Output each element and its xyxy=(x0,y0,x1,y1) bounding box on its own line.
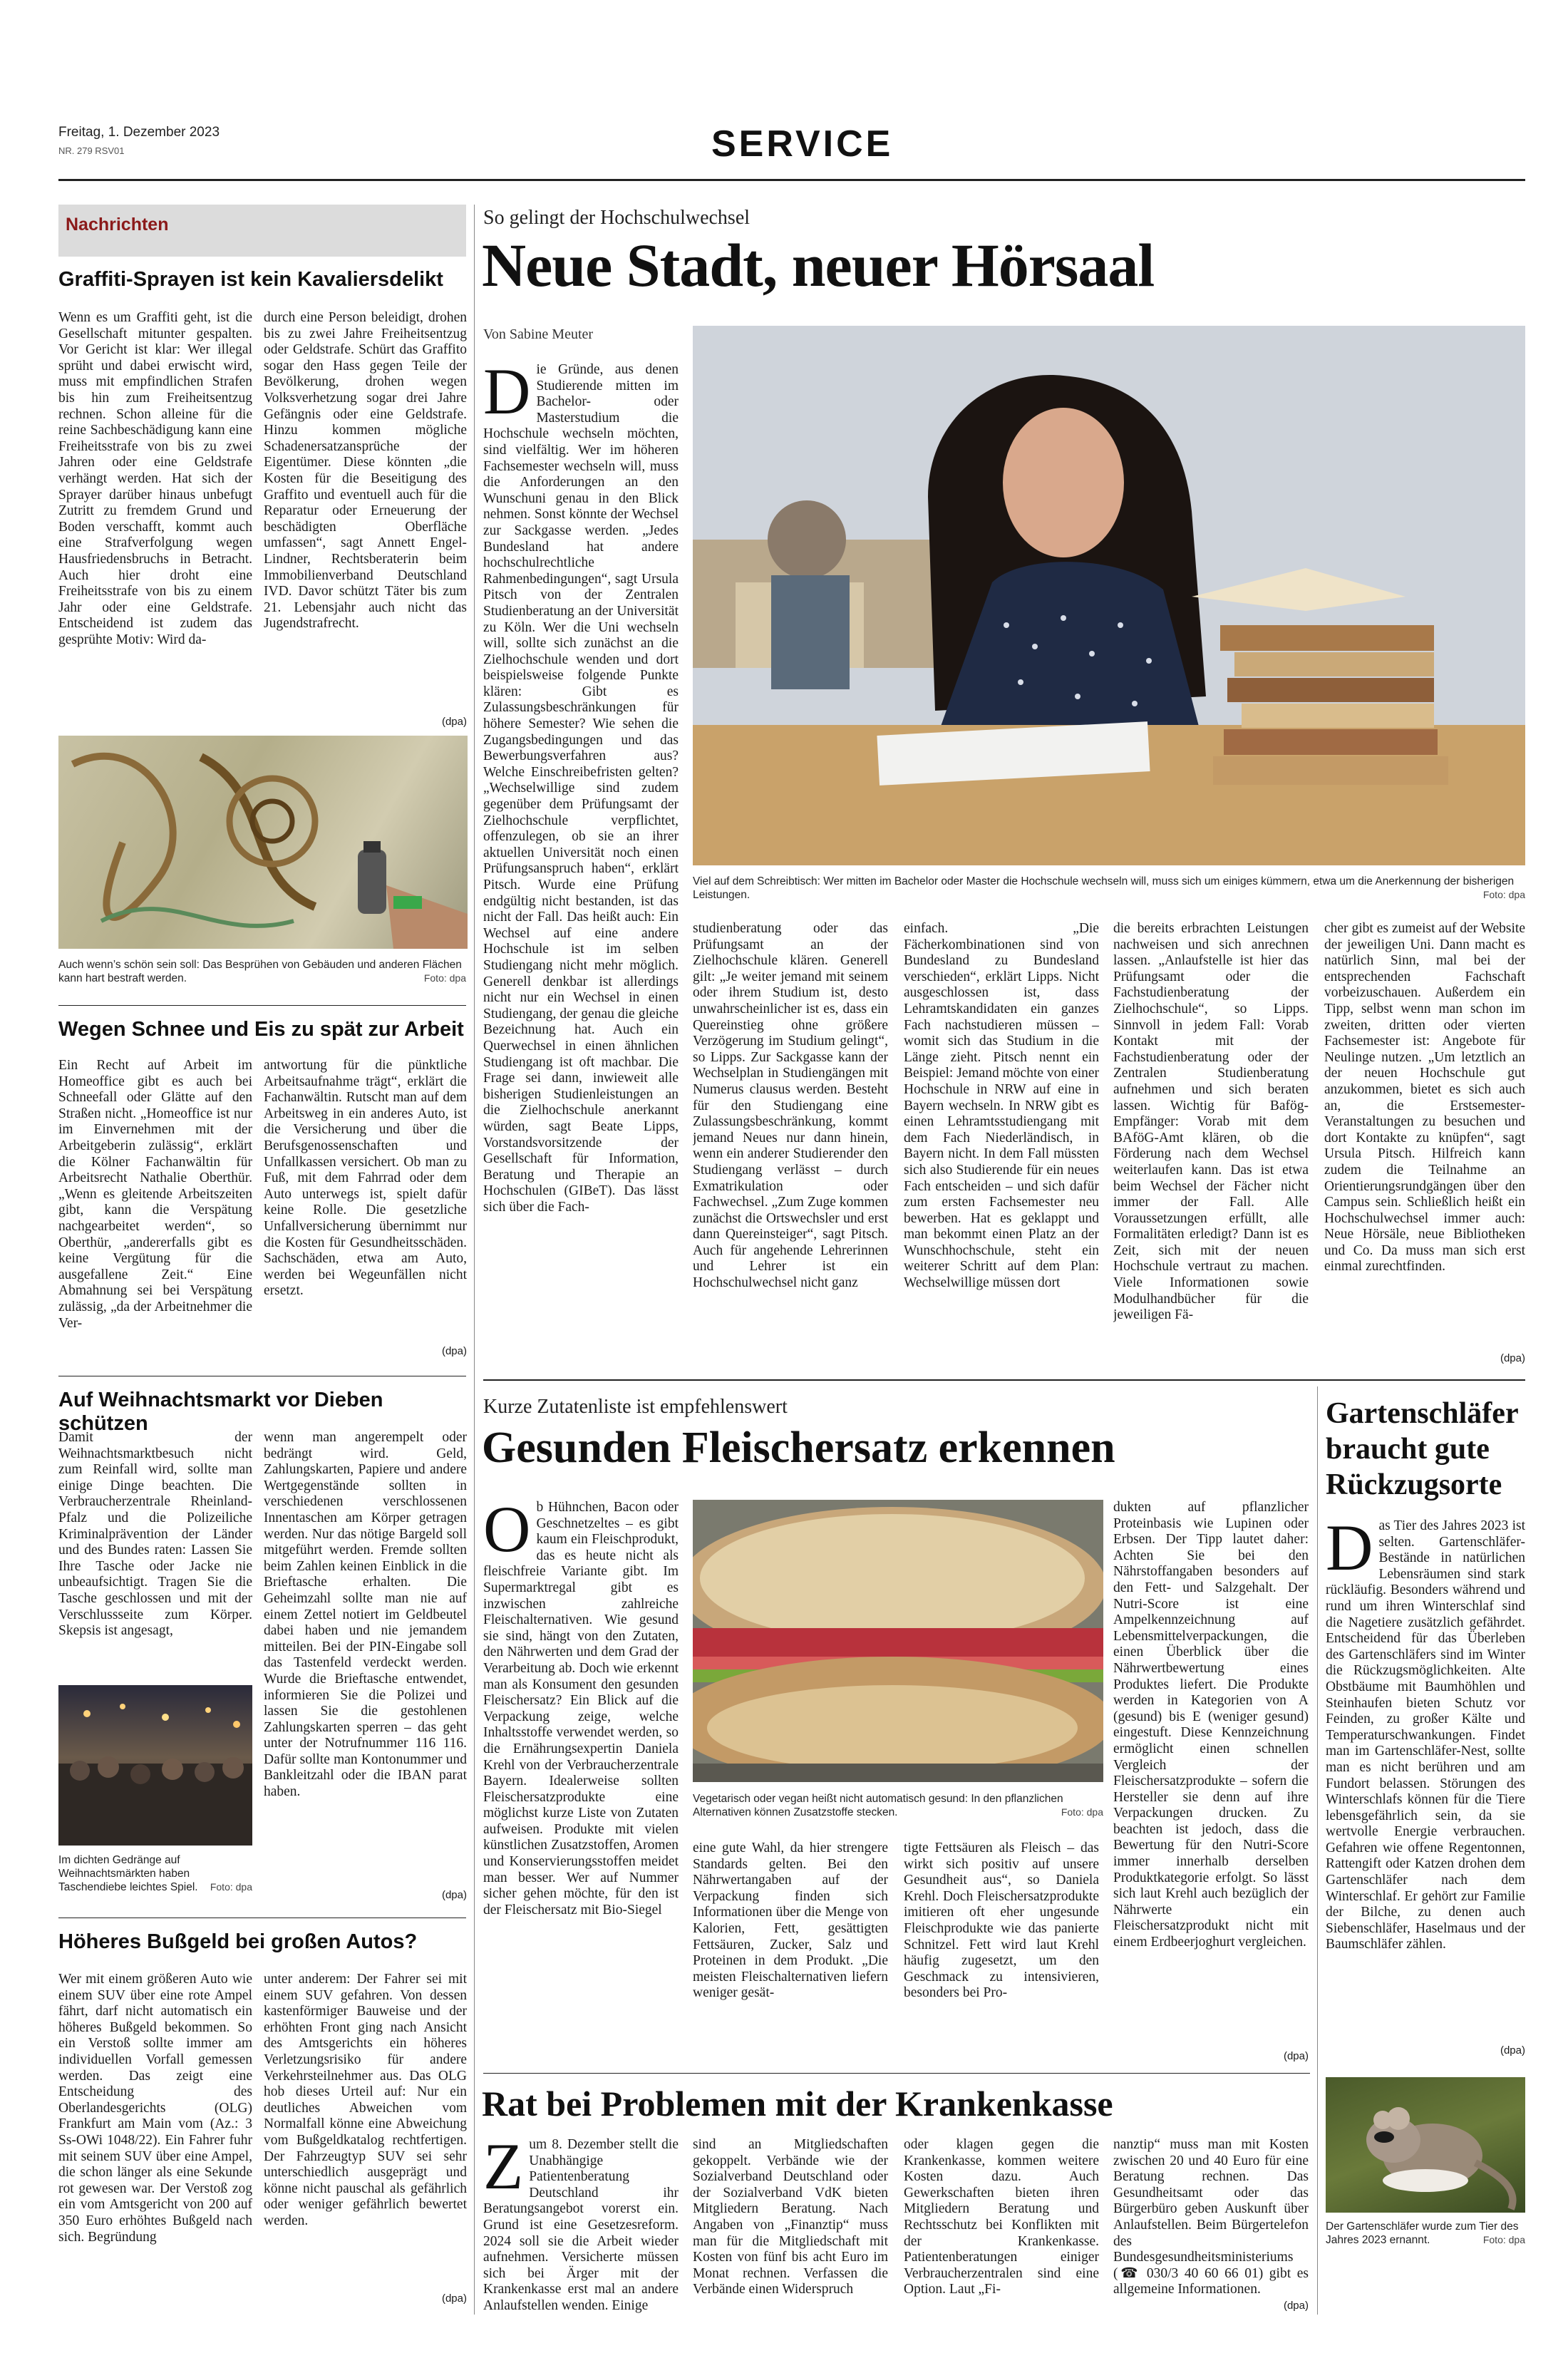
fleisch-source: (dpa) xyxy=(1283,2050,1309,2062)
fleisch-col4: dukten auf pflanzlicher Proteinbasis wie Lupinen oder Erbsen. Der Tipp lautet daher: Achten Sie bei den Nährstoffangaben besonders auf den Fett- und Salzgehalt. Der Nutri-Score ist eine Ampelkennzeichnung auf Lebensmittelverpackungen, die einen Überblick über die Nährwertbewertung eines Produktes liefert. Die Produkte werden in Kategorien von A (gesund) bis E (weniger gesund) eingestuft. Diese Kennzeichnung ermöglicht einen schnellen Vergleich der Fleischersatzprodukte – sofern die Hersteller sie denn auf ihre Verpackungen drucken. Zu beachten ist jedoch, dass die Bewertung für den Nutri-Score immer innerhalb derselben Produktkategorie erfolgt. So lässt sich laut Krehl auch bezüglich der Nährwerte ein Fleischersatzprodukt nicht mit einem Erdbeerjoghurt vergleichen. xyxy=(1113,1500,1309,1950)
nachrichten-label-bar xyxy=(58,205,466,257)
schnee-col2: antwortung für die pünktliche Arbeitsaufnahme trägt“, erklärt die Fachanwältin. Rutscht man auf dem Arbeitsweg in ein anderes Auto, ist die Versicherung und über die Berufsgenossenschaften und Unfallkassen versichert. Ob man zu Fuß, mit dem Fahrrad oder dem Auto unterwegs ist, spielt dafür keine Rolle. Die gesetzliche Unfallversicherung übernimmt nur die Kosten für Gesundheitsschäden. Sachschäden, etwa am Auto, werden bei Wegeunfällen nicht ersetzt. xyxy=(264,1058,467,1299)
section-title: SERVICE xyxy=(711,123,894,165)
kasse-title: Rat bei Problemen mit der Krankenkasse xyxy=(482,2084,1113,2124)
schnee-title: Wegen Schnee und Eis zu spät zur Arbeit xyxy=(58,1018,464,1041)
lead-col2: studienberatung oder das Prüfungsamt an der Zielhochschule klären. Generell gilt: „Je weiter jemand mit seinem oder ihrem Studium ist, desto unwahrscheinlicher ist es, dass ein Quereinstieg ohne größere Verzögerung im Studium gelingt“, so Lipps. Zur Sackgasse kann der Wechselplan in Studiengängen mit Numerus clausus werden. Besteht für den Studiengang eine Zulassungsbeschränkung, kommt jemand Neues nur dann hinein, wenn ein anderer Studierender den Studiengang verlässt – durch Exmatrikulation oder Fachwechsel. „Zum Zuge kommen zunächst die Ortswechsler und erst dann Quereinsteiger“, sagt Pitsch. Auch für angehende Lehrerinnen und Lehrer ist ein Hochschulwechsel nicht ganz xyxy=(693,921,888,1291)
lead-byline: Von Sabine Meuter xyxy=(483,326,594,342)
fleisch-photo xyxy=(693,1500,1103,1782)
section-rule xyxy=(483,1379,1525,1381)
kasse-col3: oder klagen gegen die Krankenkasse, kommen weitere Kosten dazu. Auch Gewerkschaften bieten ihren Mitgliedern Beratung und Rechtsschutz bei Konflikten mit der Krankenkasse. Patientenberatungen einiger Verbraucherzentralen sind eine Option. Laut „Fi- xyxy=(904,2137,1099,2297)
bussgeld-col2: unter anderem: Der Fahrer sei mit einem SUV gefahren. Von dessen kastenförmiger Bauweise und der erhöhten Front ging nach Ansicht des Amtsgerichts ein höheres Verletzungsrisiko für andere Verkehrsteilnehmer aus. Das OLG hob dieses Urteil auf: Nur ein deutliches Abweichen vom Normalfall könne eine Abweichung vom Bußgeldkatalog rechtfertigen. Der Fahrzeugtyp SUV sei sehr unterschiedlich ausgeprägt und könne nicht pauschal als gefährlich oder weniger gefährlich bewertet werden. xyxy=(264,1972,467,2228)
kasse-col2: sind an Mitgliedschaften gekoppelt. Verbände wie der Sozialverband Deutschland oder der Sozialverband VdK bieten Mitgliedern Beratung. Nach Angaben von „Finanztip“ muss man für die Mitgliedschaft mit Kosten von fünf bis acht Euro im Monat rechnen. Verfassen die Verbände einen Widerspruch xyxy=(693,2137,888,2297)
weihnacht-title: Auf Weihnachtsmarkt vor Dieben schützen xyxy=(58,1389,383,1435)
lead-photo xyxy=(693,326,1525,865)
lead-title: Neue Stadt, neuer Hörsaal xyxy=(482,231,1155,299)
weihnacht-caption: Im dichten Gedränge auf Weihnachtsmärkten haben Taschendiebe leichtes Spiel. xyxy=(58,1854,198,1893)
lead-dropcap: D xyxy=(483,362,531,428)
column-divider xyxy=(474,205,475,2315)
garten-caption: Der Gartenschläfer wurde zum Tier des Jahres 2023 ernannt. xyxy=(1326,2220,1519,2246)
graffiti-credit: Foto: dpa xyxy=(423,972,466,984)
lead-kicker: So gelingt der Hochschulwechsel xyxy=(483,207,751,229)
schnee-col1: Ein Recht auf Arbeit im Homeoffice gibt es auch bei Schneefall oder Glätte auf den Straßen nicht. „Homeoffice ist nur im Einvernehmen mit der Arbeitgeberin zulässig“, erklärt die Kölner Fachanwältin für Arbeitsrecht Nathalie Oberthür. „Wenn es gleitende Arbeitszeiten gibt, kann die Verspätung nachgearbeitet werden“, so Oberthür, „andererfalls gibt es keine Vergütung für die ausgefallene Zeit.“ Eine Abmahnung sei bei Verspätung zulässig, „da der Arbeitnehmer die Ver- xyxy=(58,1058,252,1331)
fleisch-dropcap: O xyxy=(483,1500,531,1565)
dormouse-illustration xyxy=(1326,2077,1525,2213)
fleisch-caption: Vegetarisch oder vegan heißt nicht automatisch gesund: In den pflanzlichen Alternativen können Zusatzstoffe stecken. xyxy=(693,1793,1063,1818)
bussgeld-title: Höheres Bußgeld bei großen Autos? xyxy=(58,1930,418,1953)
sandwich-illustration xyxy=(693,1500,1103,1782)
weihnacht-source: (dpa) xyxy=(441,1889,467,1901)
fleisch-credit: Foto: dpa xyxy=(1061,1806,1103,1818)
fleisch-caption-block xyxy=(693,1792,1103,1819)
crowd-illustration xyxy=(58,1685,252,1846)
nachrichten-label: Nachrichten xyxy=(66,215,169,235)
fleisch-col3: tigte Fettsäuren als Fleisch – das wirkt sich positiv auf unsere Gesundheit aus“, so Daniela Krehl. Doch Fleischersatzprodukte imitieren oft eher ungesunde Fleischprodukte wie das panierte Schnitzel. Fett wird laut Krehl häufig zugesetzt, um den Geschmack zu intensivieren, besonders bei Pro- xyxy=(904,1841,1099,2001)
graffiti-source: (dpa) xyxy=(441,716,467,728)
bussgeld-source: (dpa) xyxy=(441,2292,467,2305)
garten-caption-block xyxy=(1326,2220,1525,2247)
kasse-source: (dpa) xyxy=(1283,2300,1309,2312)
lead-credit: Foto: dpa xyxy=(1482,889,1525,900)
lead-source: (dpa) xyxy=(1500,1352,1525,1364)
student-illustration xyxy=(693,326,1525,865)
header-edition: NR. 279 RSV01 xyxy=(58,145,125,156)
graffiti-illustration xyxy=(58,736,468,949)
lead-caption-block xyxy=(693,875,1525,902)
divider xyxy=(58,1005,466,1006)
header-date: Freitag, 1. Dezember 2023 xyxy=(58,125,220,140)
divider xyxy=(483,2073,1310,2074)
fleisch-col2: eine gute Wahl, da hier strengere Standards gelten. Bei den Nährwertangaben auf der Verpackung finden sich Informationen über die Menge von Kalorien, Fett, gesättigten Fettsäuren, Zucker, Salz und Proteinen in dem Produkt. „Die meisten Fleischalternativen liefern weniger gesät- xyxy=(693,1841,888,2001)
lead-col1 xyxy=(483,362,679,1367)
fleisch-kicker: Kurze Zutatenliste ist empfehlenswert xyxy=(483,1396,788,1418)
header-rule xyxy=(58,179,1525,181)
kasse-dropcap: Z xyxy=(483,2137,524,2203)
weihnacht-credit: Foto: dpa xyxy=(210,1881,252,1893)
fleisch-title: Gesunden Fleischersatz erkennen xyxy=(482,1424,1115,1472)
garten-dropcap: D xyxy=(1326,1518,1373,1584)
lead-col3: einfach. „Die Fächerkombinationen sind von Bundesland zu Bundesland verschieden“, erklärt Lipps. Nicht ausgeschlossen ist, dass Lehramtskandidaten ein ganzes Fach nachstudieren müssen – womit sich das Studium in die Länge zieht. Pitsch nennt ein Beispiel: Jemand möchte von einer Hochschule in NRW auf eine in Bayern wechseln. In NRW gibt es einen Lehramtsstudiengang mit dem Fach Niederländisch, in Bayern nicht. In dem Fall müssten sich also Studierende für ein neues Fach entscheiden – und sich dafür zum ersten Fachsemester neu bewerben. Hat es geklappt und man bekommt einen Platz an der Wunschhochschule, steht ein weiterer Schritt auf dem Plan: Wechselwillige müssen dort xyxy=(904,921,1099,1291)
fleisch-col1-text: b Hühnchen, Bacon oder Geschnetzeltes – es gibt kaum ein Fleischprodukt, das es heute nicht als fleischfreie Variante gibt. Im Supermarktregal gibt es inzwischen zahlreiche Fleischalternativen. Wie gesund sie sind, hängt von den Zutaten, den Nährwerten und dem Grad der Verarbeitung ab. Doch wie erkennt man als Konsument den gesunden Fleischersatz? Ein Blick auf die Verpackung zeige, welche Inhaltsstoffe verwendet werden, so die Ernährungsexpertin Daniela Krehl von der Verbraucherzentrale Bayern. Idealerweise sollten Fleischersatzprodukte eine möglichst kurze Liste von Zutaten aufweisen. Produkte mit vielen künstlichen Zusatzstoffen, Aromen und Konservierungsstoffen meidet man besser. Wer auf Nummer sicher gehen möchte, für den ist der Fleischersatz mit Bio-Siegel xyxy=(483,1500,679,1918)
lead-caption: Viel auf dem Schreibtisch: Wer mitten im Bachelor oder Master die Hochschule wechseln will, muss sich um einiges kümmern, etwa um die Anerkennung der bisherigen Leistungen. xyxy=(693,875,1515,901)
lead-col5: cher gibt es zumeist auf der Website der jeweiligen Uni. Dann macht es natürlich Sinn, mal bei der entsprechenden Fachschaft vorbeizuschauen. Außerdem ein Tipp, selbst wenn man schon im zweiten, dritten oder vierten Fachsemester ist: Angebote für Neulinge nutzen. „Um letztlich an der neuen Hochschule gut anzukommen, bietet es sich auch an, die Erstsemester-Veranstaltungen zu besuchen und dort Kontakte zu knüpfen“, sagt Ursula Pitsch. Hilfreich kann zudem die Teilnahme an Orientierungsrundgängen über den Campus sein. Schließlich heißt ein Hochschulwechsel immer auch: Neue Hörsäle, neue Bibliotheken und Co. Da muss man sich erst einmal zurechtfinden. xyxy=(1324,921,1525,1275)
graffiti-caption-block xyxy=(58,958,466,985)
garten-title: Gartenschläfer braucht gute Rückzugsorte xyxy=(1326,1397,1518,1501)
column-divider xyxy=(1317,1386,1318,2315)
graffiti-caption: Auch wenn’s schön sein soll: Das Besprühen von Gebäuden und anderen Flächen kann hart bestraft werden. xyxy=(58,959,462,984)
graffiti-col1: Wenn es um Graffiti geht, ist die Gesellschaft mitunter gespalten. Vor Gericht ist klar: Wer illegal sprüht und dabei erwischt wird, muss mit empfindlichen Strafen bis hin zum Freiheitsentzug rechnen. Schon alleine für die reine Sachbeschädigung kann eine Freiheitsstrafe von bis zu zwei Jahren oder eine Geldstrafe verhängt werden. Hat sich der Sprayer darüber hinaus unbefugt Zutritt zu fremdem Grund und Boden verschafft, kommt auch eine Strafverfolgung wegen Hausfriedensbruchs in Betracht. Auch hier droht eine Freiheitsstrafe von bis zu einem Jahr oder eine Geldstrafe. Entscheidend ist zudem das gesprühte Motiv: Wird da- xyxy=(58,310,252,647)
weihnacht-caption-block xyxy=(58,1853,252,1894)
kasse-col4: nanztip“ muss man mit Kosten zwischen 20 und 40 Euro für eine Beratung rechnen. Das Gesundheitsamt oder das Bürgerbüro geben Auskunft über Anlaufstellen. Beim Bürgertelefon des Bundesgesundheitsministeriums (☎ 030/3 40 60 66 01) gibt es allgemeine Informationen. xyxy=(1113,2137,1309,2297)
lead-col1-text: ie Gründe, aus denen Studierende mitten im Bachelor- oder Masterstudium die Hochschule wechseln möchten, sind vielfältig. Wer im höheren Fachsemester wechseln will, muss die Anforderungen an den Wunschuni genau in den Blick nehmen. Sonst könnte der Wechsel zur Sackgasse werden. „Jedes Bundesland hat andere hochschulrechtliche Rahmenbedingungen“, sagt Ursula Pitsch von der Zentralen Studienberatung an der Universität zu Köln. Wer die Uni wechseln will, sollte sich zunächst an die Zielhochschule wenden und dort beispielsweise folgende Punkte klären: Gibt es Zulassungsbeschränkungen für höhere Semester? Wie sehen die Zugangsbedingungen und das Bewerbungsverfahren aus? Welche Einschreibefristen gelten? „Wechselwillige sind zudem gegenüber dem Prüfungsamt der Zielhochschule verpflichtet, offenzulegen, ob sie an ihrer aktuellen Universität noch einen Prüfungsanspruch haben“, erklärt Pitsch. Wurde eine Prüfung endgültig nicht bestanden, ist das nicht der Fall. Das heißt auch: Ein Wechsel auf eine andere Hochschule ist im selben Studiengang nicht mehr möglich. Generell denkbar ist allerdings nicht nur ein Wechsel in einen Studiengang, der genau die gleiche Bezeichnung hat. Auch ein Querwechsel in einen ähnlichen Studiengang ist oft machbar. Die Frage sei dann, inwieweit alle bisherigen Studienleistungen an die Zielhochschule anerkannt würden, sagt Beate Lipps, Vorstandsvorsitzende der Gesellschaft für Information, Beratung und Therapie an Hochschulen (GIBeT). Das lässt sich über die Fach- xyxy=(483,362,679,1215)
schnee-source: (dpa) xyxy=(441,1345,467,1357)
lead-col4: die bereits erbrachten Leistungen nachweisen und sich anrechnen lassen. „Anlaufstelle ist hier das Prüfungsamt oder die Fachstudienberatung der Zielhochschule“, so Lipps. Sinnvoll in jedem Fall: Vorab Kontakt mit der Fachstudienberatung oder der Zentralen Studienberatung aufnehmen und sich beraten lassen. Wichtig für Bafög-Empfänger: Vorab mit dem BAföG-Amt klären, ob die Förderung nach dem Wechsel weiterlaufen kann. Das ist etwa beim Wechsel der Fächer nicht immer der Fall. Alle Voraussetzungen erfüllt, alle Formalitäten erledigt? Dann ist es Zeit, sich mit der neuen Hochschule vertraut zu machen. Viele Informationen sowie Modulhandbücher für die jeweiligen Fä- xyxy=(1113,921,1309,1323)
garten-text: as Tier des Jahres 2023 ist selten. Gartenschläfer-Bestände in natürlichen Lebensräumen sind stark rückläufig. Besonders während und rund um ihren Winterschlaf sind die Nagetiere zusätzlich gefährdet. Entscheidend für das Überleben des Gartenschläfers sind im Winter die Rückzugsmöglichkeiten. Alte Obstbäume mit Baumhöhlen und Steinhaufen bieten Schutz vor Feinden, zu großer Kälte und Temperaturschwankungen. Findet man im Gartenschläfer-Nest, sollte man es nicht berühren und am Fundort belassen. Störungen des Winterschlafs können für die Tiere lebensgefährlich sein, da sie wertvolle Energie verbrauchen. Gefahren wie offene Regentonnen, Rattengift oder Katzen drohen dem Gartenschläfer nach dem Winterschlaf. Er gehört zur Familie der Bilche, zu denen auch Siebenschläfer, Haselmaus und der Baumschläfer zählen. xyxy=(1326,1518,1525,1952)
garten-source: (dpa) xyxy=(1500,2044,1525,2057)
graffiti-col2: durch eine Person beleidigt, drohen bis zu zwei Jahre Freiheitsentzug oder Geldstrafe. Schürt das Graffito sogar den Hass gegen Teile der Bevölkerung, drohen wegen Volksverhetzung sogar drei Jahre Gefängnis oder eine Geldstrafe. Hinzu kommen mögliche Schadenersatzansprüche der Eigentümer. Diese könnten „die Kosten für die Beseitigung des Graffito und eventuell auch für die Reparatur oder Erneuerung der beschädigten Oberfläche umfassen“, sagt Annett Engel-Lindner, Rechtsberaterin beim Immobilienverband Deutschland IVD. Davor schützt Täter bis zum 21. Lebensjahr auch nicht das Jugendstrafrecht. xyxy=(264,310,467,632)
kasse-col1-text: um 8. Dezember stellt die Unabhängige Patientenberatung Deutschland ihr Beratungsangebot vorerst ein. Grund ist eine Gesetzesreform. 2024 soll sie die Arbeit wieder aufnehmen. Versicherte müssen sich bei Ärger mit der Krankenkasse erst mal an andere Anlaufstellen wenden. Einige xyxy=(483,2137,679,2313)
weihnacht-col1: Damit der Weihnachtsmarktbesuch nicht zum Reinfall wird, sollte man einige Dinge beachten. Die Verbraucherzentrale Rheinland-Pfalz und die Polizeiliche Kriminalprävention der Länder und des Bundes raten: Lassen Sie Ihre Tasche oder Jacke nie unbeaufsichtigt. Tragen Sie die Tasche geschlossen und mit der Verschlussseite zum Körper. Skepsis ist angesagt, xyxy=(58,1430,252,1639)
garten-text-block xyxy=(1326,1518,1525,2044)
graffiti-title: Graffiti-Sprayen ist kein Kavaliersdelikt xyxy=(58,268,443,291)
fleisch-col1 xyxy=(483,1500,679,2063)
garten-photo xyxy=(1326,2077,1525,2213)
weihnacht-photo xyxy=(58,1685,252,1846)
kasse-col1 xyxy=(483,2137,679,2325)
graffiti-photo xyxy=(58,736,468,949)
bussgeld-col1: Wer mit einem größeren Auto wie einem SUV über eine rote Ampel fährt, darf nicht automatisch ein höheres Bußgeld bekommen. So ein Verstoß sollte immer am individuellen Vorfall gemessen werden. Das zeigt eine Entscheidung des Oberlandesgerichts (OLG) Frankfurt am Main vom (Az.: 3 Ss-OWi 1048/22). Ein Fahrer fuhr mit seinem SUV über eine Ampel, die schon länger als eine Sekunde rot gewesen war. Der Verstoß zog ein vom Amtsgericht von 200 auf 350 Euro erhöhtes Bußgeld nach sich. Begründung xyxy=(58,1972,252,2245)
garten-credit: Foto: dpa xyxy=(1482,2234,1525,2245)
weihnacht-col2: wenn man angerempelt oder bedrängt wird. Geld, Zahlungskarten, Papiere und andere Wertgegenstände sollten in verschiedenen verschlossenen Innentaschen am Körper getragen werden. Nur das nötige Bargeld soll mitgeführt werden. Fremde sollten beim Zahlen keinen Einblick in die Brieftasche erhalten. Die Geheimzahl sollte man nie auf einem Zettel notiert im Geldbeutel dabei haben und nie jemandem mitteilen. Bei der PIN-Eingabe soll das Tastenfeld verdeckt werden. Wurde die Brieftasche entwendet, informieren Sie die Polizei und lassen Sie die gestohlenen Zahlungskarten sperren – das geht unter der Notrufnummer 116 116. Dafür sollte man Kontonummer und Bankleitzahl oder die IBAN parat haben. xyxy=(264,1430,467,1800)
